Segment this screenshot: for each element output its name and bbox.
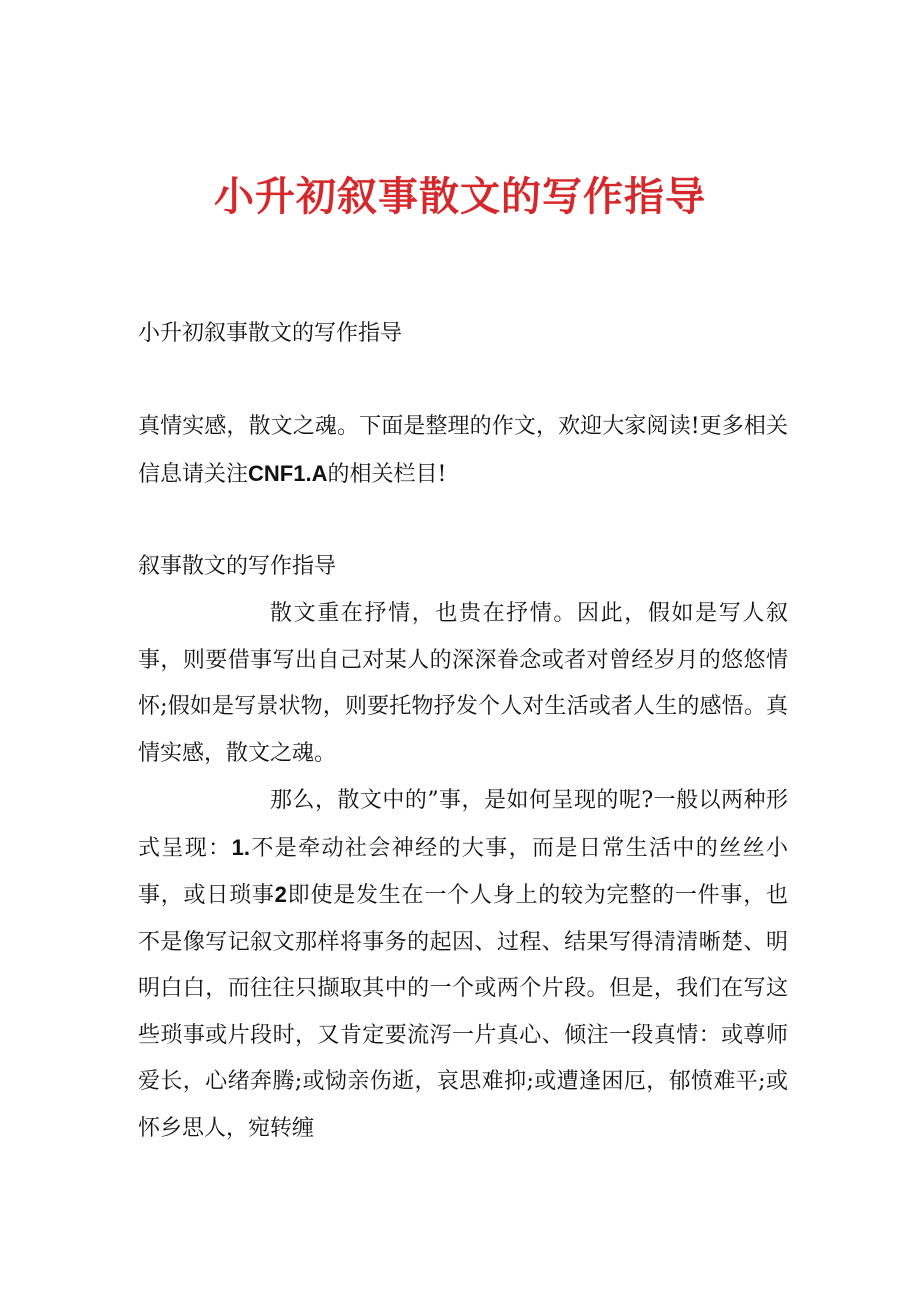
paragraph-2-part-a: 那么，散文中的”事，是如何呈现的呢?一般以两种形式呈现：	[138, 788, 788, 861]
list-marker-1: 1.	[231, 834, 250, 860]
paragraph-2-part-c: 即使是发生在一个人身上的较为完整的一件事，也不是像写记叙文那样将事务的起因、过程、结果写得清清晰楚、明明白白，而往往只撷取其中的一个或两个片段。但是，我们在写这些琐事或片段时，又肯定要流泻一片真心、倾注一段真情：或尊师爱长，心绪奔腾;或恸亲伤逝，哀思难抑;或遭逢困厄，郁愤难平;或怀乡思人，宛转缠	[138, 883, 788, 1141]
intro-text-before: 真情实感，散文之魂。下面是整理的作文，欢迎大家阅读!更多相关信息请关注	[138, 414, 788, 487]
intro-site-name: CNF1.A	[248, 460, 328, 486]
section-heading: 叙事散文的写作指导	[138, 554, 337, 579]
intro-paragraph	[138, 404, 788, 498]
document-title: 小升初叙事散文的写作指导	[214, 172, 706, 220]
body-paragraph-2	[138, 778, 788, 1152]
list-marker-2: 2	[274, 882, 287, 907]
body-paragraph-1: 散文重在抒情，也贵在抒情。因此，假如是写人叙事，则要借事写出自己对某人的深深眷念或者对曾经岁月的悠悠情怀;假如是写景状物，则要托物抒发个人对生活或者人生的感悟。真情实感，散文之魂。	[138, 601, 788, 766]
paragraph-2-part-b: 不是牵动社会神经的大事，而是日常生活中的丝丝小事，或日琐事	[138, 835, 788, 908]
intro-text-after: 的相关栏目!	[327, 461, 447, 487]
document-subtitle: 小升初叙事散文的写作指导	[138, 321, 403, 346]
